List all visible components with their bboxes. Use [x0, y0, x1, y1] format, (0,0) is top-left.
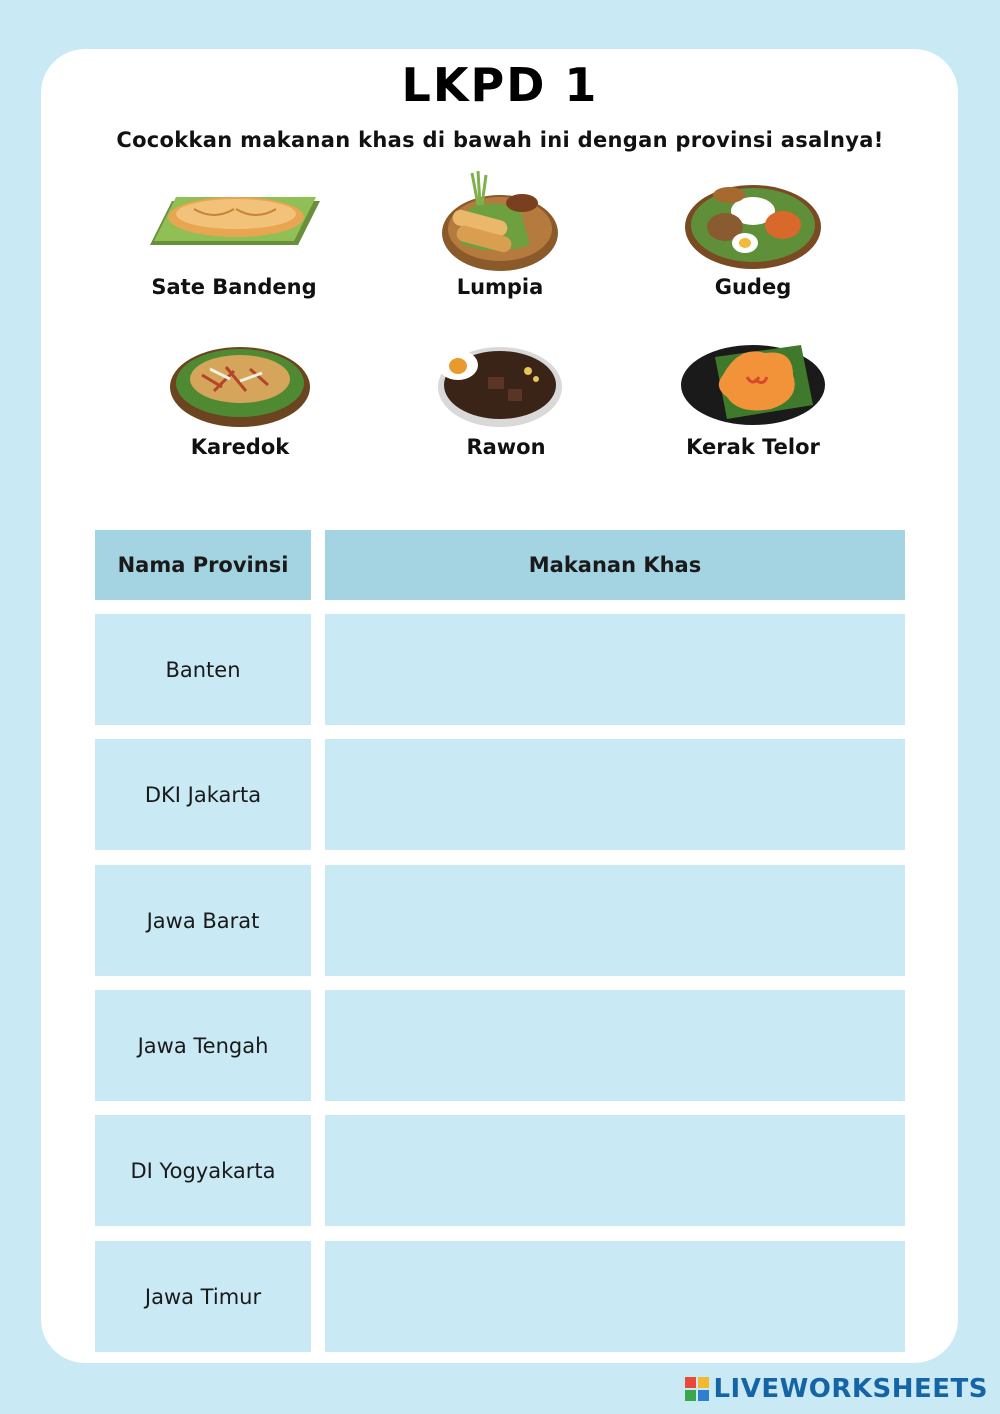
province-cell: DKI Jakarta [95, 739, 311, 850]
answer-drop-zone[interactable] [325, 1115, 905, 1226]
food-item-lumpia[interactable] [390, 165, 610, 315]
food-label: Kerak Telor [686, 435, 820, 459]
table-header-food: Makanan Khas [325, 530, 905, 600]
answer-drop-zone[interactable] [325, 865, 905, 976]
lumpia-icon [390, 165, 610, 275]
food-item-gudeg[interactable] [643, 165, 863, 315]
province-cell: DI Yogyakarta [95, 1115, 311, 1226]
answer-drop-zone[interactable] [325, 614, 905, 725]
food-item-kerak-telor[interactable] [643, 335, 863, 485]
food-item-sate-bandeng[interactable] [124, 165, 344, 315]
province-cell: Jawa Timur [95, 1241, 311, 1352]
province-cell: Jawa Tengah [95, 990, 311, 1101]
instruction-text: Cocokkan makanan khas di bawah ini dengan provinsi asalnya! [116, 128, 884, 152]
province-cell: Jawa Barat [95, 865, 311, 976]
food-label: Lumpia [456, 275, 544, 299]
answer-drop-zone[interactable] [325, 990, 905, 1101]
sate-bandeng-icon [124, 165, 344, 275]
brand-text: LIVEWORKSHEETS [713, 1374, 988, 1404]
province-cell: Banten [95, 614, 311, 725]
rawon-icon [396, 335, 616, 430]
liveworksheets-logo-icon [685, 1377, 709, 1401]
liveworksheets-brand[interactable] [685, 1372, 988, 1406]
food-label: Sate Bandeng [151, 275, 317, 299]
table-header-province: Nama Provinsi [95, 530, 311, 600]
food-item-karedok[interactable] [130, 335, 350, 485]
food-label: Gudeg [714, 275, 792, 299]
food-label: Karedok [190, 435, 290, 459]
kerak-telor-icon [643, 335, 863, 430]
answer-drop-zone[interactable] [325, 1241, 905, 1352]
page-title: LKPD 1 [401, 58, 599, 112]
food-label: Rawon [466, 435, 546, 459]
gudeg-icon [643, 165, 863, 275]
karedok-icon [130, 335, 350, 430]
food-item-rawon[interactable] [396, 335, 616, 485]
answer-drop-zone[interactable] [325, 739, 905, 850]
